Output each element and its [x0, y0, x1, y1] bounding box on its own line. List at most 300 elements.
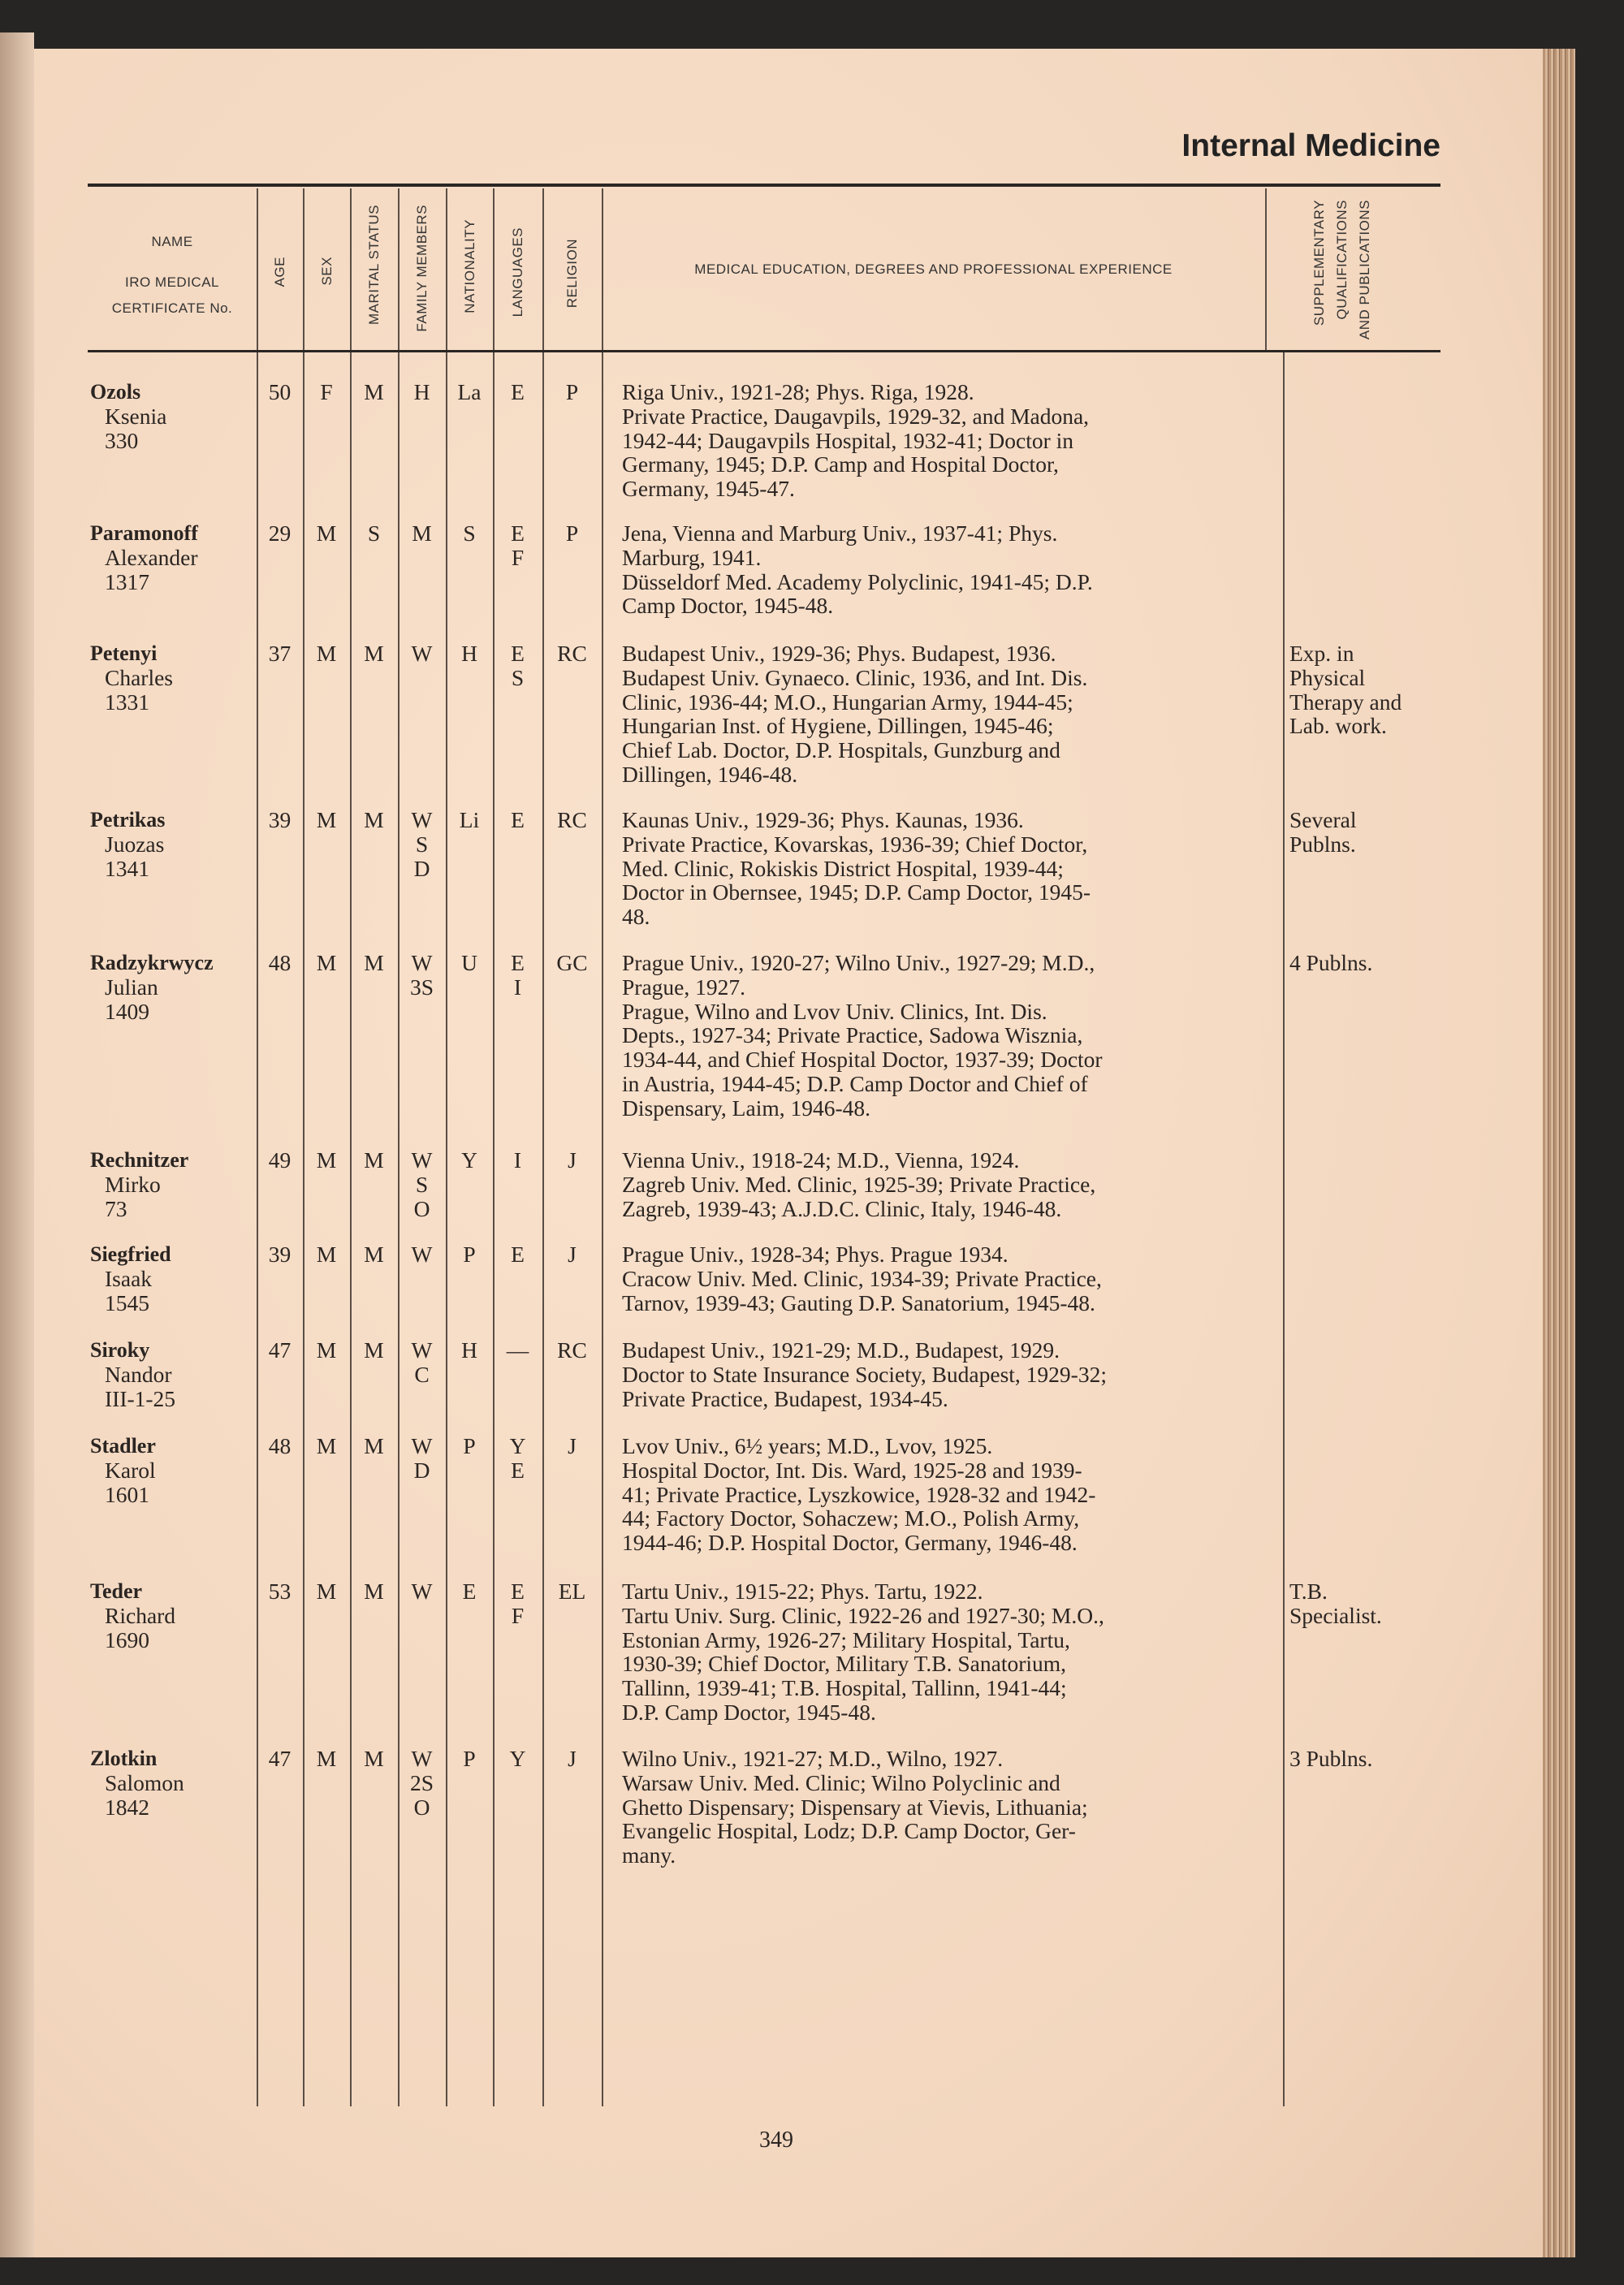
education-line: Germany, 1945-47.: [622, 476, 795, 502]
education-line: Riga Univ., 1921-28; Phys. Riga, 1928.: [622, 379, 974, 404]
doctor-name: [90, 641, 173, 714]
religion-value: EL: [558, 1579, 586, 1604]
first-name: Nandor: [105, 1361, 172, 1387]
age-value: 39: [268, 1242, 292, 1267]
cell-sex: [303, 380, 350, 404]
column-divider: [350, 188, 352, 350]
cell-languages: [493, 641, 542, 690]
education-line: Prague, Wilno and Lvov Univ. Clinics, Int. Dis.: [622, 998, 1047, 1024]
first-name: Charles: [105, 664, 174, 690]
first-name: Julian: [105, 974, 158, 1000]
family-value: W: [411, 641, 433, 666]
sex-value: M: [316, 807, 337, 832]
education-line: Kaunas Univ., 1929-36; Phys. Kaunas, 1936.: [622, 807, 1024, 832]
languages-value: E: [511, 1579, 525, 1604]
supplementary-line: Publns.: [1289, 831, 1356, 857]
surname: Radzykrwycz: [90, 951, 214, 974]
supplementary-line: Lab. work.: [1289, 713, 1387, 739]
education-line: Evangelic Hospital, Lodz; D.P. Camp Doctor, Ger-: [622, 1818, 1076, 1844]
education-line: Private Practice, Daugavpils, 1929-32, and Madona,: [622, 403, 1090, 429]
education-line: Private Practice, Budapest, 1934-45.: [622, 1385, 948, 1411]
cell-age: [257, 641, 303, 666]
certificate-number: 330: [105, 427, 139, 453]
cell-age: [257, 1338, 303, 1363]
adjacent-page-edge: [0, 32, 34, 2257]
family-value: W: [411, 807, 433, 832]
marital-value: M: [364, 950, 384, 975]
cell-languages: [493, 1148, 542, 1173]
religion-value: RC: [557, 1337, 587, 1363]
certificate-number: 1341: [105, 855, 149, 881]
education-line: in Austria, 1944-45; D.P. Camp Doctor and Chief of: [622, 1070, 1088, 1096]
surname: Rechnitzer: [90, 1148, 189, 1172]
nationality-value: Li: [459, 807, 480, 832]
marital-value: M: [364, 1242, 384, 1267]
header-top-rule: [88, 184, 1440, 187]
supplementary-line: Therapy and: [1289, 689, 1402, 715]
education-line: Zagreb Univ. Med. Clinic, 1925-39; Private Practice,: [622, 1171, 1096, 1197]
education-line: Warsaw Univ. Med. Clinic; Wilno Polyclinic and: [622, 1769, 1060, 1795]
education-experience: [622, 1148, 1259, 1220]
supplementary-qualifications: [1289, 641, 1402, 738]
marital-value: M: [364, 1337, 384, 1363]
age-value: 49: [268, 1147, 292, 1173]
education-line: Prague Univ., 1920-27; Wilno Univ., 1927-29; M.D.,: [622, 950, 1095, 975]
family-value: S: [415, 1171, 429, 1197]
column-divider: [1265, 188, 1267, 350]
surname: Teder: [90, 1579, 143, 1603]
family-value: O: [413, 1195, 430, 1221]
education-line: Tartu Univ., 1915-22; Phys. Tartu, 1922.: [622, 1579, 983, 1604]
doctor-name: [90, 1747, 184, 1819]
family-value: W: [411, 1337, 433, 1363]
cell-religion: [542, 641, 602, 666]
education-experience: [622, 1338, 1259, 1410]
cell-age: [257, 1242, 303, 1267]
header-age: AGE: [272, 257, 287, 287]
nationality-value: H: [461, 1337, 477, 1363]
education-line: Tartu Univ. Surg. Clinic, 1922-26 and 1927-30; M.O.,: [622, 1602, 1104, 1628]
cell-religion: [542, 1338, 602, 1363]
education-experience: [622, 641, 1259, 787]
first-name: Juozas: [105, 831, 165, 857]
first-name: Ksenia: [105, 403, 167, 429]
cell-languages: [493, 1747, 542, 1771]
education-line: 1934-44, and Chief Hospital Doctor, 1937-39; Doctor: [622, 1047, 1103, 1073]
languages-value: Y: [509, 1433, 526, 1458]
age-value: 50: [268, 379, 292, 404]
doctor-name: [90, 1242, 171, 1315]
family-value: W: [411, 1579, 433, 1604]
cell-nationality: [446, 1747, 493, 1771]
education-line: Depts., 1927-34; Private Practice, Sadowa Wisznia,: [622, 1022, 1083, 1048]
supplementary-line: 4 Publns.: [1289, 950, 1373, 975]
surname: Ozols: [90, 380, 141, 404]
cell-age: [257, 1579, 303, 1604]
age-value: 48: [268, 950, 292, 975]
education-line: Wilno Univ., 1921-27; M.D., Wilno, 1927.: [622, 1746, 1004, 1771]
surname: Stadler: [90, 1434, 156, 1458]
certificate-number: 1690: [105, 1626, 149, 1652]
doctor-name: [90, 1148, 188, 1220]
cell-languages: [493, 521, 542, 570]
religion-value: GC: [556, 950, 588, 975]
family-value: W: [411, 1746, 433, 1771]
certificate-number: 1331: [105, 689, 149, 715]
doctor-name: [90, 521, 198, 594]
languages-value: E: [511, 1242, 525, 1267]
cell-languages: [493, 951, 542, 1000]
age-value: 29: [268, 520, 292, 546]
doctor-name: [90, 380, 166, 452]
education-line: Düsseldorf Med. Academy Polyclinic, 1941-45; D.P.: [622, 568, 1093, 594]
family-value: O: [413, 1794, 430, 1820]
column-divider: [398, 352, 400, 2106]
surname: Petrikas: [90, 808, 166, 831]
family-value: M: [412, 520, 432, 546]
education-line: Jena, Vienna and Marburg Univ., 1937-41; Phys.: [622, 520, 1058, 546]
header-marital: MARITAL STATUS: [366, 205, 382, 326]
family-value: D: [413, 855, 430, 881]
education-line: Marburg, 1941.: [622, 544, 762, 570]
marital-value: M: [364, 641, 384, 666]
header-religion: RELIGION: [564, 239, 580, 309]
marital-value: M: [364, 1579, 384, 1604]
doctor-name: [90, 1338, 175, 1410]
column-divider: [257, 352, 258, 2106]
family-value: H: [413, 379, 430, 404]
cell-nationality: [446, 380, 493, 404]
supplementary-qualifications: [1289, 951, 1372, 975]
cell-languages: [493, 380, 542, 404]
cell-marital: [350, 1242, 398, 1267]
header-supp-1: SUPPLEMENTARY: [1311, 200, 1327, 326]
education-experience: [622, 1747, 1259, 1868]
age-value: 37: [268, 641, 292, 666]
certificate-number: III-1-25: [105, 1385, 176, 1411]
languages-value: —: [506, 1337, 529, 1363]
page-number: 349: [759, 2127, 793, 2153]
certificate-number: 1842: [105, 1794, 149, 1820]
education-line: Lvov Univ., 6½ years; M.D., Lvov, 1925.: [622, 1433, 993, 1458]
languages-value: E: [511, 520, 525, 546]
sex-value: M: [316, 1147, 337, 1173]
cell-religion: [542, 521, 602, 546]
nationality-value: H: [461, 641, 477, 666]
languages-value: F: [511, 544, 525, 570]
first-name: Isaak: [105, 1265, 153, 1291]
supplementary-line: T.B.: [1289, 1579, 1328, 1604]
column-divider: [350, 352, 352, 2106]
languages-value: I: [513, 1147, 522, 1173]
education-line: Tarnov, 1939-43; Gauting D.P. Sanatorium, 1945-48.: [622, 1289, 1095, 1315]
nationality-value: U: [461, 950, 477, 975]
first-name: Richard: [105, 1602, 176, 1628]
surname: Petenyi: [90, 641, 158, 665]
religion-value: P: [565, 379, 579, 404]
cell-family: [398, 1242, 446, 1267]
education-line: Budapest Univ., 1929-36; Phys. Budapest, 1936.: [622, 641, 1056, 666]
supplementary-qualifications: [1289, 808, 1356, 857]
education-line: many.: [622, 1842, 676, 1868]
education-line: Ghetto Dispensary; Dispensary at Vievis, Lithuania;: [622, 1794, 1088, 1820]
cell-nationality: [446, 808, 493, 832]
cell-religion: [542, 1148, 602, 1173]
header-bottom-rule: [88, 350, 1440, 352]
languages-value: E: [511, 379, 525, 404]
cell-sex: [303, 1338, 350, 1363]
supplementary-line: 3 Publns.: [1289, 1746, 1373, 1771]
cell-nationality: [446, 1338, 493, 1363]
family-value: S: [415, 831, 429, 857]
education-line: Germany, 1945; D.P. Camp and Hospital Doctor,: [622, 451, 1059, 477]
nationality-value: S: [463, 520, 476, 546]
cell-family: [398, 521, 446, 546]
age-value: 47: [268, 1337, 292, 1363]
nationality-value: La: [457, 379, 482, 404]
education-line: Dillingen, 1946-48.: [622, 761, 798, 787]
first-name: Salomon: [105, 1769, 184, 1795]
education-line: Hungarian Inst. of Hygiene, Dillingen, 1945-46;: [622, 713, 1054, 739]
cell-languages: [493, 1434, 542, 1483]
supplementary-line: Exp. in: [1289, 641, 1354, 666]
education-line: Prague, 1927.: [622, 974, 745, 1000]
first-name: Mirko: [105, 1171, 161, 1197]
religion-value: J: [568, 1147, 577, 1173]
languages-value: F: [511, 1602, 525, 1628]
family-value: W: [411, 1242, 433, 1267]
cell-religion: [542, 808, 602, 832]
marital-value: M: [364, 1147, 384, 1173]
nationality-value: E: [462, 1579, 477, 1604]
education-line: Tallinn, 1939-41; T.B. Hospital, Tallinn, 1941-44;: [622, 1675, 1067, 1701]
column-divider: [446, 188, 447, 350]
cell-nationality: [446, 1579, 493, 1604]
family-value: 3S: [409, 974, 434, 1000]
education-line: 44; Factory Doctor, Sohaczew; M.O., Polish Army,: [622, 1505, 1080, 1531]
supplementary-line: Specialist.: [1289, 1602, 1382, 1628]
education-line: Doctor in Obernsee, 1945; D.P. Camp Doctor, 1945-: [622, 879, 1091, 905]
education-experience: [622, 808, 1259, 929]
doctor-name: [90, 1579, 175, 1652]
cell-sex: [303, 1579, 350, 1604]
cell-age: [257, 521, 303, 546]
education-line: 1944-46; D.P. Hospital Doctor, Germany, 1946-48.: [622, 1530, 1078, 1556]
education-experience: [622, 1434, 1259, 1555]
education-line: Clinic, 1936-44; M.O., Hungarian Army, 1944-45;: [622, 689, 1073, 715]
sex-value: M: [316, 1337, 337, 1363]
column-divider: [303, 352, 304, 2106]
nationality-value: P: [463, 1433, 476, 1458]
religion-value: J: [568, 1433, 577, 1458]
header-education: MEDICAL EDUCATION, DEGREES AND PROFESSIONAL EXPERIENCE: [694, 261, 1173, 277]
supplementary-qualifications: [1289, 1579, 1382, 1628]
doctor-name: [90, 1434, 156, 1506]
header-cert: IRO MEDICAL: [124, 274, 220, 290]
nationality-value: P: [463, 1242, 476, 1267]
marital-value: M: [364, 807, 384, 832]
education-line: 1930-39; Chief Doctor, Military T.B. Sanatorium,: [622, 1651, 1067, 1677]
marital-value: M: [364, 379, 384, 404]
doctor-name: [90, 808, 165, 880]
family-value: C: [414, 1361, 430, 1387]
cell-religion: [542, 1747, 602, 1771]
sex-value: M: [316, 1579, 337, 1604]
education-line: 41; Private Practice, Lyszkowice, 1928-32 and 1942-: [622, 1481, 1096, 1507]
surname: Siegfried: [90, 1242, 171, 1266]
cell-marital: [350, 1579, 398, 1604]
header-nationality: NATIONALITY: [462, 219, 477, 313]
column-divider: [602, 352, 603, 2106]
education-line: Hospital Doctor, Int. Dis. Ward, 1925-28 and 1939-: [622, 1457, 1082, 1483]
cell-sex: [303, 1148, 350, 1173]
religion-value: J: [568, 1746, 577, 1771]
cell-sex: [303, 808, 350, 832]
column-divider: [542, 352, 544, 2106]
languages-value: Y: [509, 1746, 526, 1771]
family-value: W: [411, 950, 433, 975]
header-cert-2: CERTIFICATE No.: [111, 300, 233, 316]
header-family: FAMILY MEMBERS: [414, 205, 430, 332]
languages-value: I: [513, 974, 522, 1000]
cell-languages: [493, 1242, 542, 1267]
cell-family: [398, 1338, 446, 1387]
education-line: Budapest Univ. Gynaeco. Clinic, 1936, and Int. Dis.: [622, 664, 1088, 690]
column-divider: [493, 188, 495, 350]
cell-family: [398, 1747, 446, 1819]
header-sex: SEX: [319, 257, 335, 286]
cell-religion: [542, 1434, 602, 1458]
page-stack-edge: [1543, 49, 1575, 2257]
cell-nationality: [446, 1434, 493, 1458]
sex-value: M: [316, 520, 337, 546]
cell-religion: [542, 1579, 602, 1604]
cell-age: [257, 380, 303, 404]
cell-religion: [542, 1242, 602, 1267]
surname: Paramonoff: [90, 521, 198, 545]
cell-marital: [350, 808, 398, 832]
marital-value: M: [364, 1746, 384, 1771]
languages-value: E: [511, 807, 525, 832]
family-value: D: [413, 1457, 430, 1483]
cell-marital: [350, 380, 398, 404]
cell-languages: [493, 808, 542, 832]
age-value: 39: [268, 807, 292, 832]
cell-marital: [350, 951, 398, 975]
cell-sex: [303, 1242, 350, 1267]
education-line: Camp Doctor, 1945-48.: [622, 593, 834, 619]
cell-sex: [303, 521, 350, 546]
doctor-name: [90, 951, 214, 1023]
sex-value: M: [316, 1746, 337, 1771]
education-line: Cracow Univ. Med. Clinic, 1934-39; Private Practice,: [622, 1265, 1102, 1291]
education-experience: [622, 1242, 1259, 1315]
surname: Zlotkin: [90, 1747, 158, 1770]
education-line: Doctor to State Insurance Society, Budapest, 1929-32;: [622, 1361, 1107, 1387]
nationality-value: Y: [461, 1147, 477, 1173]
cell-family: [398, 380, 446, 404]
cell-nationality: [446, 641, 493, 666]
cell-marital: [350, 1434, 398, 1458]
first-name: Karol: [105, 1457, 156, 1483]
cell-age: [257, 808, 303, 832]
education-line: Estonian Army, 1926-27; Military Hospital, Tartu,: [622, 1626, 1070, 1652]
education-line: Vienna Univ., 1918-24; M.D., Vienna, 1924.: [622, 1147, 1020, 1173]
nationality-value: P: [463, 1746, 476, 1771]
languages-value: E: [511, 950, 525, 975]
cell-family: [398, 1148, 446, 1220]
header-supp-3: AND PUBLICATIONS: [1357, 200, 1372, 340]
column-divider: [257, 188, 258, 350]
cell-age: [257, 951, 303, 975]
column-divider: [1283, 352, 1285, 2106]
supplementary-qualifications: [1289, 1747, 1372, 1771]
education-line: Med. Clinic, Rokiskis District Hospital, 1939-44;: [622, 855, 1064, 881]
cell-family: [398, 641, 446, 666]
religion-value: J: [568, 1242, 577, 1267]
column-divider: [398, 188, 400, 350]
first-name: Alexander: [105, 544, 198, 570]
surname: Siroky: [90, 1338, 150, 1362]
cell-age: [257, 1747, 303, 1771]
certificate-number: 73: [105, 1195, 127, 1221]
cell-marital: [350, 1148, 398, 1173]
column-divider: [303, 188, 304, 350]
education-line: 1942-44; Daugavpils Hospital, 1932-41; Doctor in: [622, 427, 1074, 453]
age-value: 47: [268, 1746, 292, 1771]
cell-nationality: [446, 521, 493, 546]
cell-sex: [303, 641, 350, 666]
supplementary-line: Several: [1289, 807, 1357, 832]
education-line: Prague Univ., 1928-34; Phys. Prague 1934.: [622, 1242, 1009, 1267]
education-experience: [622, 951, 1259, 1121]
languages-value: E: [511, 641, 525, 666]
education-experience: [622, 380, 1259, 501]
sex-value: M: [316, 950, 337, 975]
religion-value: P: [565, 520, 579, 546]
education-line: Dispensary, Laim, 1946-48.: [622, 1095, 871, 1121]
cell-marital: [350, 1338, 398, 1363]
education-line: Private Practice, Kovarskas, 1936-39; Chief Doctor,: [622, 831, 1088, 857]
cell-sex: [303, 1434, 350, 1458]
religion-value: RC: [557, 641, 587, 666]
cell-sex: [303, 951, 350, 975]
certificate-number: 1317: [105, 568, 149, 594]
cell-family: [398, 808, 446, 880]
education-experience: [622, 1579, 1259, 1725]
education-line: 48.: [622, 904, 650, 930]
certificate-number: 1545: [105, 1289, 149, 1315]
education-line: D.P. Camp Doctor, 1945-48.: [622, 1699, 876, 1725]
cell-marital: [350, 521, 398, 546]
education-experience: [622, 521, 1259, 618]
column-divider: [446, 352, 447, 2106]
cell-languages: [493, 1579, 542, 1628]
sex-value: M: [316, 1433, 337, 1458]
cell-family: [398, 1579, 446, 1604]
education-line: Budapest Univ., 1921-29; M.D., Budapest, 1929.: [622, 1337, 1060, 1363]
cell-family: [398, 951, 446, 1000]
age-value: 48: [268, 1433, 292, 1458]
sex-value: M: [316, 641, 337, 666]
cell-religion: [542, 380, 602, 404]
certificate-number: 1409: [105, 998, 149, 1024]
marital-value: S: [367, 520, 381, 546]
languages-value: E: [511, 1457, 525, 1483]
cell-nationality: [446, 1242, 493, 1267]
cell-marital: [350, 1747, 398, 1771]
header-languages: LANGUAGES: [510, 227, 525, 317]
